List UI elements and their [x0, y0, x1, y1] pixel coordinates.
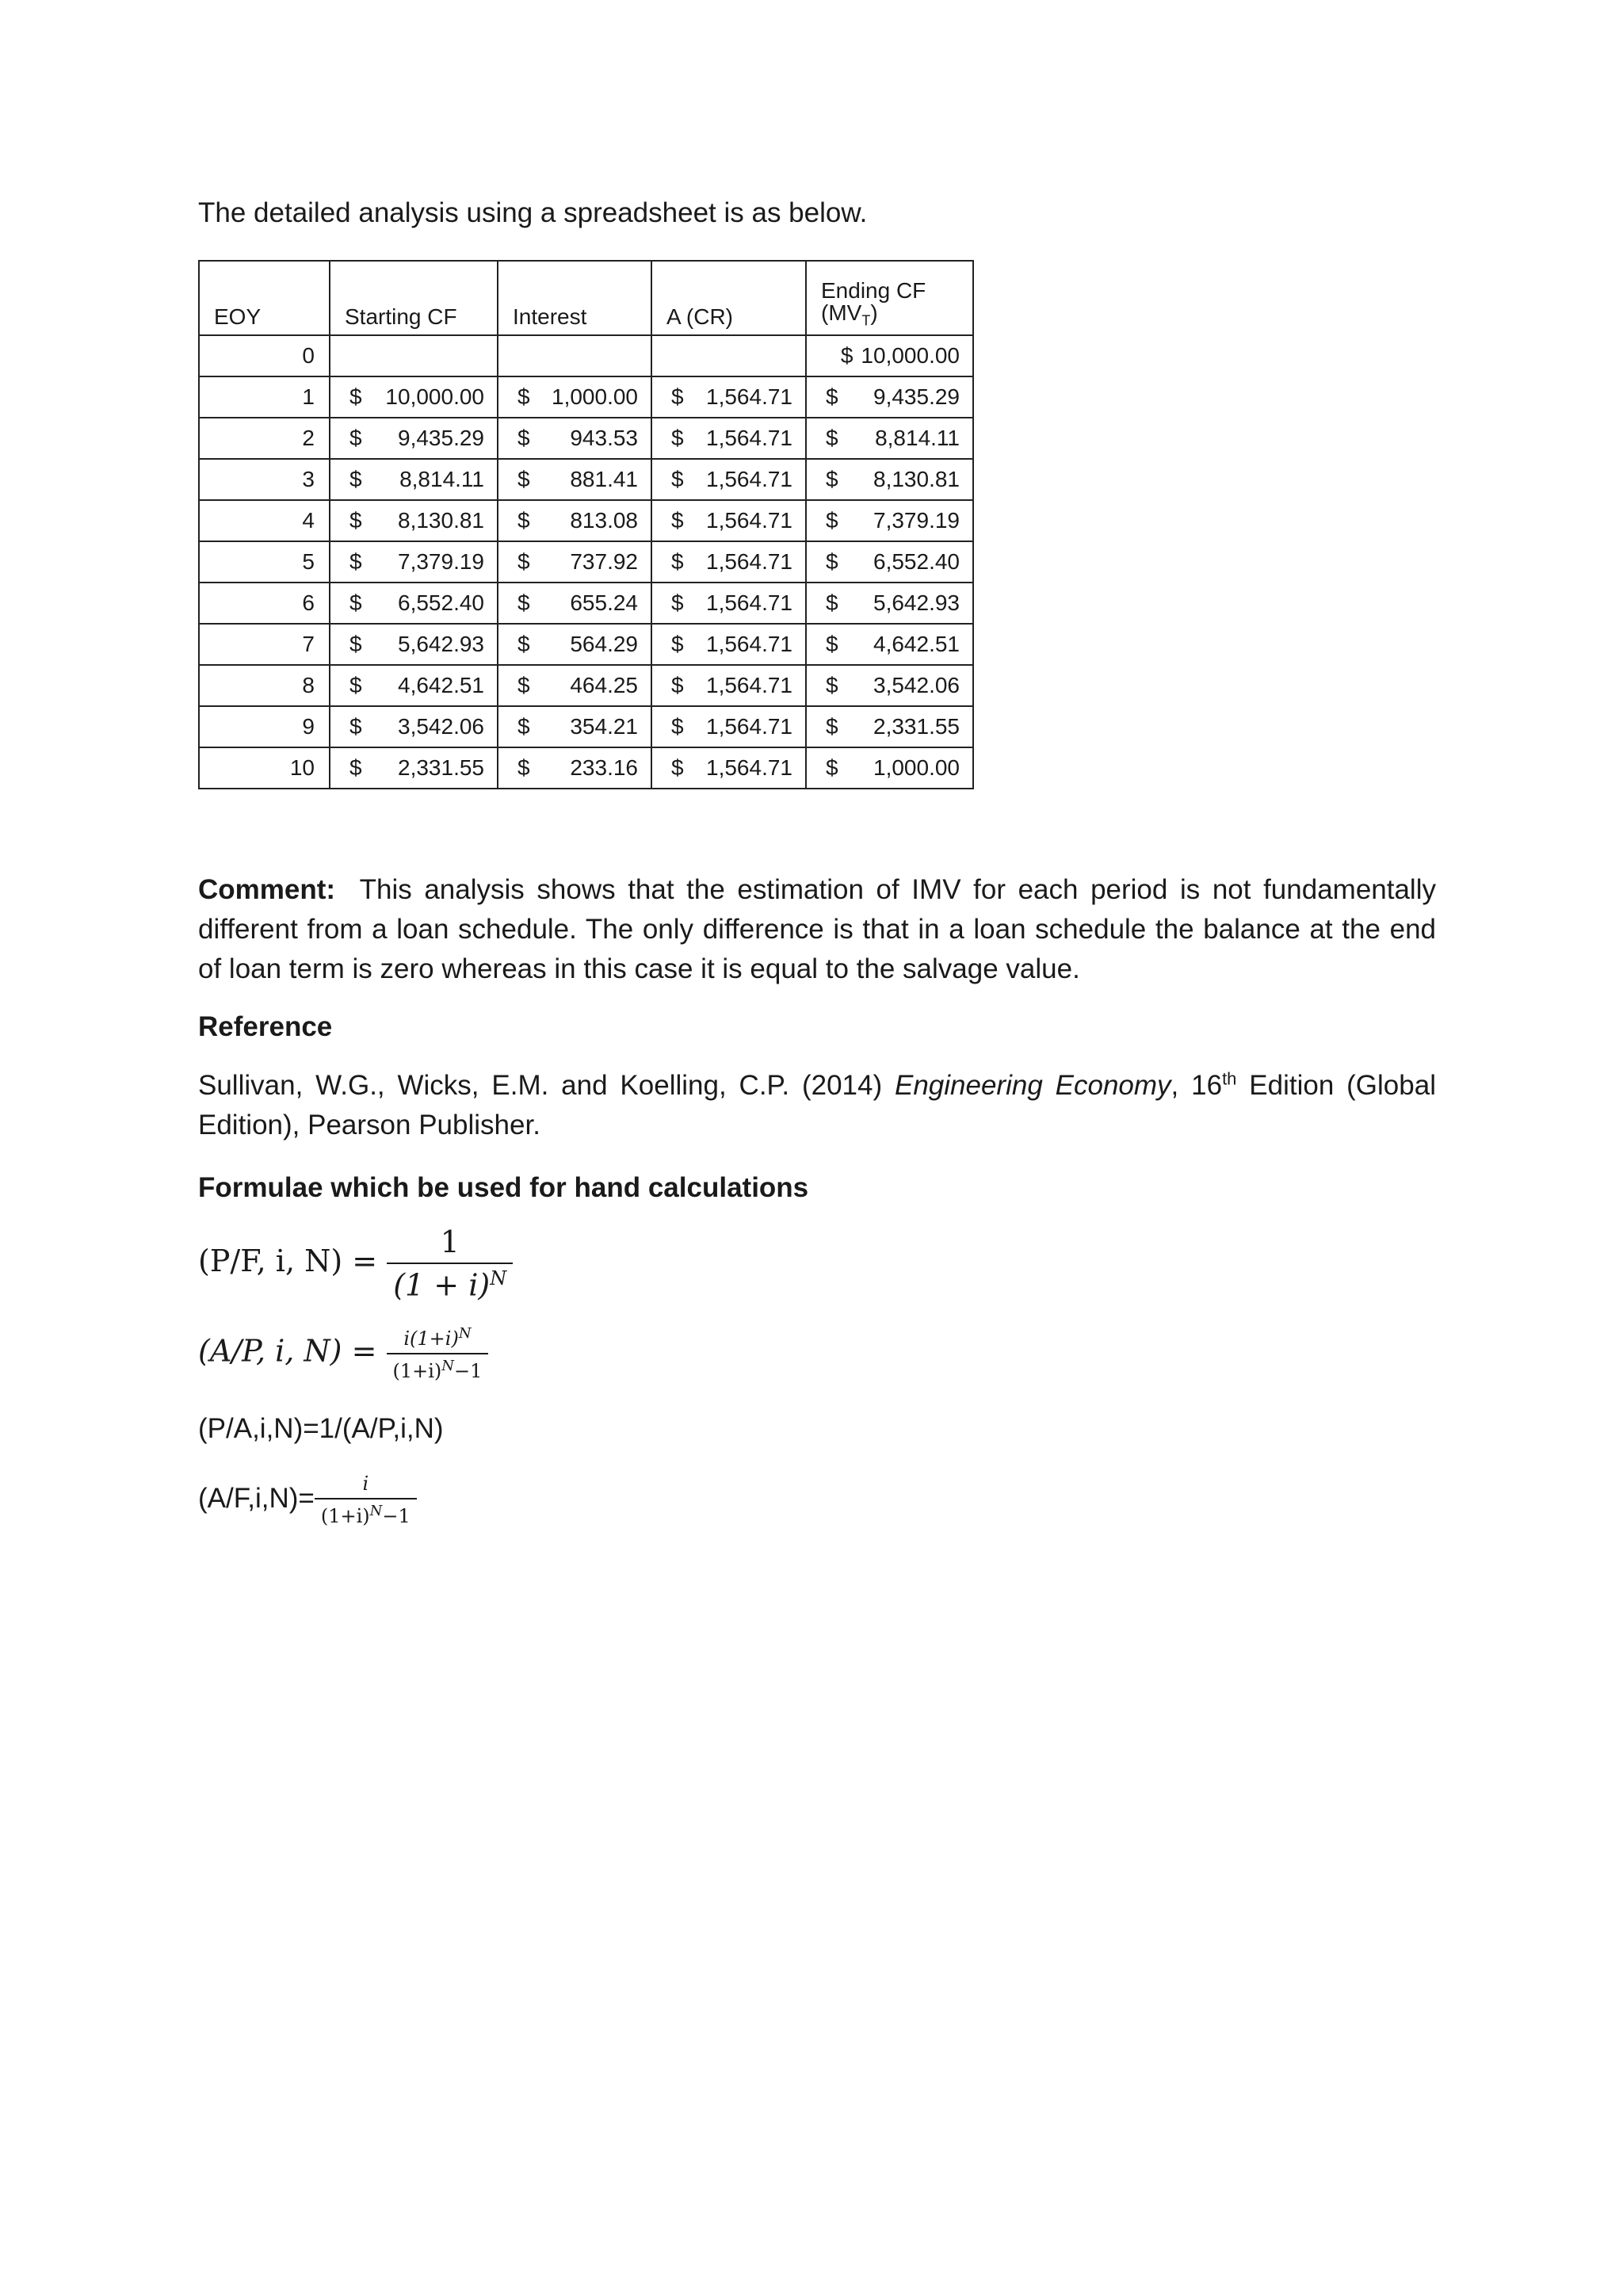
currency-symbol: $	[826, 755, 838, 780]
table-row	[199, 624, 973, 665]
cell-starting	[330, 747, 498, 789]
currency-symbol: $	[349, 755, 362, 780]
cell-value: 233.16	[570, 755, 638, 780]
spreadsheet-table	[198, 260, 974, 789]
intro-text: The detailed analysis using a spreadsheet is as below.	[198, 197, 868, 228]
cell-value: 1,564.71	[706, 632, 792, 656]
currency-symbol: $	[517, 673, 530, 697]
header-a-cr: A (CR)	[651, 261, 806, 335]
currency-symbol: $	[671, 632, 684, 656]
cell-eoy: 7	[199, 624, 330, 665]
cell-value: 1,564.71	[706, 426, 792, 450]
cell-value: 564.29	[570, 632, 638, 656]
currency-symbol: $	[671, 673, 684, 697]
cell-value: 4,642.51	[873, 632, 960, 656]
comment-paragraph	[198, 870, 1436, 989]
currency-symbol: $	[826, 549, 838, 574]
reference-heading: Reference	[198, 1011, 333, 1042]
currency-symbol: $	[517, 714, 530, 739]
table-row	[199, 583, 973, 624]
cell-interest	[498, 706, 651, 747]
cell-eoy: 4	[199, 500, 330, 541]
currency-symbol: $	[826, 714, 838, 739]
cell-eoy: 1	[199, 376, 330, 418]
table-header-row	[199, 261, 973, 335]
currency-symbol: $	[517, 384, 530, 409]
cell-value: 5,642.93	[873, 590, 960, 615]
cell-a	[651, 376, 806, 418]
cell-value: 1,564.71	[706, 467, 792, 491]
currency-symbol: $	[517, 426, 530, 450]
cell-value: 4,642.51	[398, 673, 484, 697]
cell-starting	[330, 624, 498, 665]
cell-value: 8,814.11	[399, 467, 484, 491]
currency-symbol: $	[349, 426, 362, 450]
cell-a	[651, 583, 806, 624]
cell-value: 354.21	[570, 714, 638, 739]
cell-interest	[498, 500, 651, 541]
cell-starting	[330, 500, 498, 541]
cell-eoy: 0	[199, 335, 330, 376]
cell-eoy: 8	[199, 665, 330, 706]
table-row	[199, 541, 973, 583]
cell-eoy: 3	[199, 459, 330, 500]
cell-eoy: 5	[199, 541, 330, 583]
cell-a	[651, 500, 806, 541]
table-row	[199, 747, 973, 789]
cell-value: 10,000.00	[861, 343, 960, 368]
cell-value: 737.92	[570, 549, 638, 574]
cell-interest	[498, 624, 651, 665]
currency-symbol: $	[349, 549, 362, 574]
cell-value: 8,130.81	[873, 467, 960, 491]
cell-eoy: 10	[199, 747, 330, 789]
currency-symbol: $	[671, 755, 684, 780]
currency-symbol: $	[826, 673, 838, 697]
formula-af: (A/F,i,N)= $\frac{i}{(1+i)^N-1}$	[198, 1473, 417, 1527]
table-row	[199, 418, 973, 459]
cell-value: 3,542.06	[873, 673, 960, 697]
table-row	[199, 335, 973, 376]
cell-a	[651, 335, 806, 376]
cell-interest	[498, 541, 651, 583]
table-row	[199, 706, 973, 747]
cell-value: 1,564.71	[706, 384, 792, 409]
cell-a	[651, 541, 806, 583]
currency-symbol: $	[349, 590, 362, 615]
currency-symbol: $	[349, 673, 362, 697]
cell-ending	[806, 335, 973, 376]
currency-symbol: $	[840, 343, 854, 368]
cell-ending	[806, 706, 973, 747]
formula-pf: (P/F, i, N) = $\frac{1}{(1 + i)^N}$	[198, 1224, 513, 1303]
cell-a	[651, 624, 806, 665]
cell-value: 813.08	[570, 508, 638, 533]
cell-eoy: 2	[199, 418, 330, 459]
currency-symbol: $	[517, 632, 530, 656]
cell-value: 9,435.29	[873, 384, 960, 409]
cell-starting	[330, 706, 498, 747]
cell-value: 1,564.71	[706, 673, 792, 697]
cell-ending	[806, 500, 973, 541]
currency-symbol: $	[826, 384, 838, 409]
currency-symbol: $	[517, 508, 530, 533]
cell-value: 1,564.71	[706, 590, 792, 615]
table-row	[199, 376, 973, 418]
table-row	[199, 665, 973, 706]
cell-a	[651, 706, 806, 747]
cell-value: 10,000.00	[385, 384, 484, 409]
table-row	[199, 459, 973, 500]
cell-a	[651, 747, 806, 789]
cell-a	[651, 418, 806, 459]
cell-value: 1,000.00	[873, 755, 960, 780]
currency-symbol: $	[517, 755, 530, 780]
cell-starting	[330, 335, 498, 376]
comment-label: Comment:	[198, 874, 336, 905]
currency-symbol: $	[826, 508, 838, 533]
currency-symbol: $	[349, 467, 362, 491]
cell-value: 1,564.71	[706, 508, 792, 533]
cell-value: 7,379.19	[873, 508, 960, 533]
cell-interest	[498, 459, 651, 500]
cell-interest	[498, 335, 651, 376]
cell-value: 8,130.81	[398, 508, 484, 533]
cell-interest	[498, 747, 651, 789]
formulae-heading: Formulae which be used for hand calculations	[198, 1172, 809, 1203]
cell-value: 943.53	[570, 426, 638, 450]
formula-ap: (A/P, i, N) = $\frac{i(1+i)^N}{(1+i)^N-1}$	[198, 1325, 488, 1382]
header-ending-line1: Ending CF	[821, 278, 926, 304]
cell-interest	[498, 665, 651, 706]
cell-ending	[806, 583, 973, 624]
comment-text: This analysis shows that the estimation of IMV for each period is not fundamentally different from a loan schedule. The only difference is that in a loan schedule the balance at the end of loan term is zero whereas in this case it is equal to the salvage value.	[198, 874, 1436, 984]
currency-symbol: $	[517, 590, 530, 615]
currency-symbol: $	[826, 590, 838, 615]
cell-ending	[806, 624, 973, 665]
cell-value: 464.25	[570, 673, 638, 697]
cell-starting	[330, 418, 498, 459]
cell-ending	[806, 418, 973, 459]
currency-symbol: $	[517, 467, 530, 491]
cell-value: 655.24	[570, 590, 638, 615]
currency-symbol: $	[826, 426, 838, 450]
currency-symbol: $	[671, 384, 684, 409]
cell-value: 1,564.71	[706, 549, 792, 574]
cell-eoy: 9	[199, 706, 330, 747]
header-starting-cf: Starting CF	[330, 261, 498, 335]
currency-symbol: $	[349, 632, 362, 656]
header-ending-cf	[806, 261, 973, 335]
cell-value: 8,814.11	[875, 426, 960, 450]
cell-starting	[330, 376, 498, 418]
cell-value: 3,542.06	[398, 714, 484, 739]
cell-interest	[498, 376, 651, 418]
cell-a	[651, 459, 806, 500]
cell-ending	[806, 665, 973, 706]
cell-interest	[498, 583, 651, 624]
currency-symbol: $	[671, 467, 684, 491]
cell-interest	[498, 418, 651, 459]
cell-value: 6,552.40	[398, 590, 484, 615]
cell-value: 9,435.29	[398, 426, 484, 450]
cell-eoy: 6	[199, 583, 330, 624]
currency-symbol: $	[671, 590, 684, 615]
currency-symbol: $	[671, 508, 684, 533]
currency-symbol: $	[349, 508, 362, 533]
book-title: Engineering Economy	[894, 1070, 1171, 1101]
header-interest: Interest	[498, 261, 651, 335]
cell-a	[651, 665, 806, 706]
currency-symbol: $	[671, 549, 684, 574]
reference-citation: Sullivan, W.G., Wicks, E.M. and Koelling, C.P. (2014) Engineering Economy, 16th Edition (Global Edition), Pearson Publisher.	[198, 1068, 1436, 1140]
cell-ending	[806, 376, 973, 418]
formula-pa: (P/A,i,N)=1/(A/P,i,N)	[198, 1413, 444, 1444]
currency-symbol: $	[349, 384, 362, 409]
cell-starting	[330, 541, 498, 583]
cell-value: 1,564.71	[706, 755, 792, 780]
cell-value: 881.41	[570, 467, 638, 491]
cell-ending	[806, 459, 973, 500]
currency-symbol: $	[349, 714, 362, 739]
cell-ending	[806, 747, 973, 789]
cell-value: 6,552.40	[873, 549, 960, 574]
currency-symbol: $	[671, 714, 684, 739]
cell-value: 1,000.00	[552, 384, 638, 409]
cell-starting	[330, 665, 498, 706]
currency-symbol: $	[517, 549, 530, 574]
cell-starting	[330, 459, 498, 500]
cell-starting	[330, 583, 498, 624]
cell-value: 1,564.71	[706, 714, 792, 739]
cell-value: 2,331.55	[873, 714, 960, 739]
cell-ending	[806, 541, 973, 583]
cell-value: 7,379.19	[398, 549, 484, 574]
table-row	[199, 500, 973, 541]
currency-symbol: $	[826, 632, 838, 656]
currency-symbol: $	[671, 426, 684, 450]
cell-value: 2,331.55	[398, 755, 484, 780]
currency-symbol: $	[826, 467, 838, 491]
cell-value: 5,642.93	[398, 632, 484, 656]
header-eoy: EOY	[199, 261, 330, 335]
header-ending-line2: $(MV_T)$	[821, 300, 878, 329]
